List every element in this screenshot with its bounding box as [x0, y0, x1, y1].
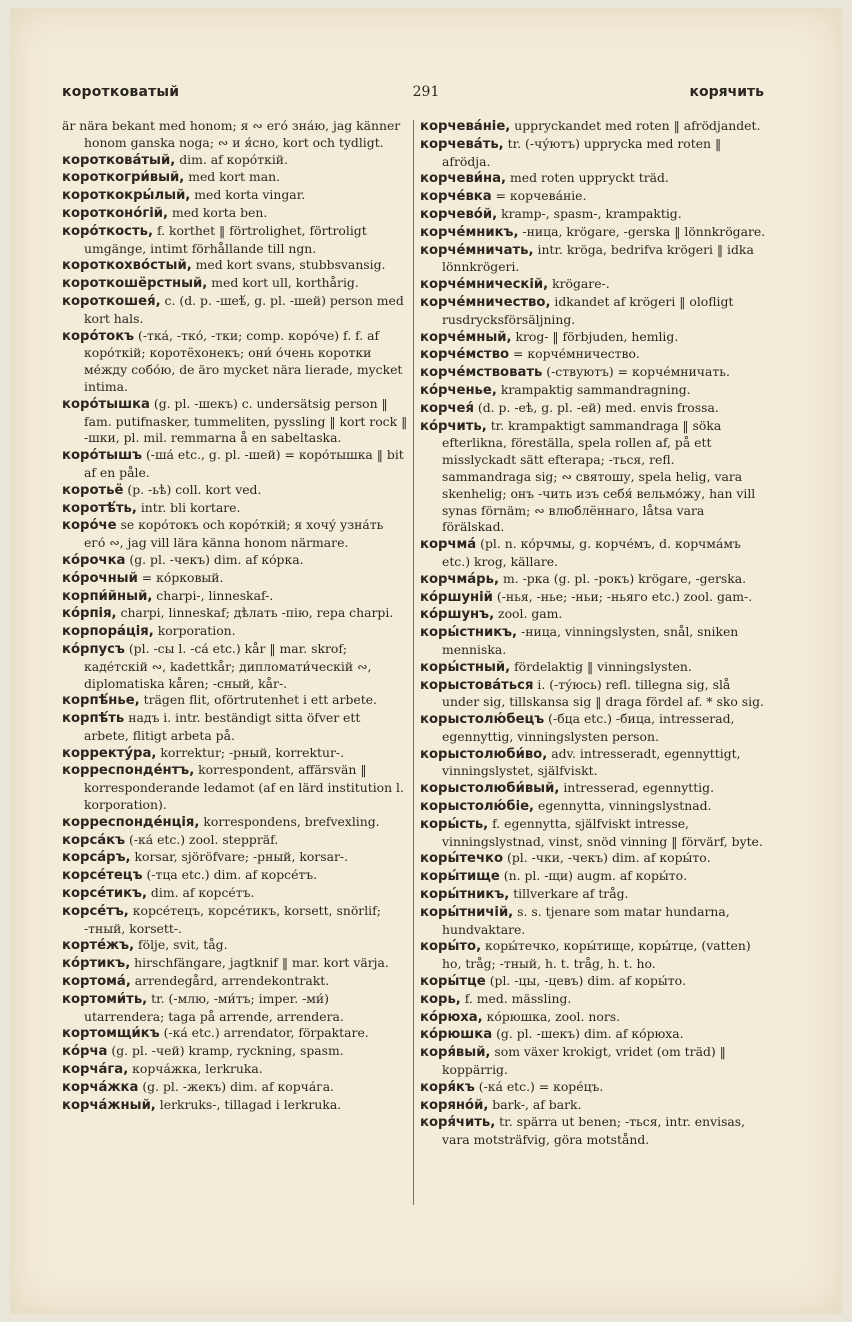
- entry-definition: (-нья, -нье; -ньи; -ньяго etc.) zool. gam-.: [496, 588, 753, 604]
- dictionary-entry: [420, 536, 766, 571]
- dictionary-entry: [420, 624, 766, 659]
- entry-definition: (-бца etc.) -бица, intresserad, egennyttig, vinningslysten person.: [442, 711, 735, 744]
- entry-definition: korrespondent, affärsvän ‖ korresponderande ledamot (af en lärd institution l. korporation).: [84, 762, 404, 813]
- dictionary-entry: [420, 746, 766, 781]
- dictionary-entry: [62, 152, 408, 170]
- entry-headword: кортома́,: [62, 974, 131, 990]
- entry-definition: (g. pl. -шекъ) dim. af ко́рюха.: [496, 1026, 684, 1042]
- entry-definition: c. (d. p. -шеѣ́, g. pl. -шей) person med kort hals.: [84, 292, 404, 326]
- entry-definition: (pl. n. ко́рчмы, g. корче́мъ, d. корчма́мъ etc.) krog, källare.: [442, 536, 741, 569]
- entry-headword: короткокры́лый,: [62, 188, 191, 204]
- entry-headword: коря́къ: [420, 1079, 475, 1095]
- entry-definition: se коро́токъ och коро́ткій; я хочу́ узна́ть его́ ∾, jag vill lära känna honom närmare.: [84, 517, 384, 551]
- entry-definition: (-ка́ etc.) = коре́цъ.: [478, 1078, 604, 1094]
- entry-definition: (-ствуютъ) = корче́мничать.: [546, 364, 730, 380]
- entry-definition: idkandet af krögeri ‖ olofligt rusdrycksförsäljning.: [442, 293, 734, 327]
- entry-definition: = корче́мничество.: [513, 346, 640, 362]
- dictionary-entry: [420, 1026, 766, 1044]
- dictionary-entry: [62, 849, 408, 867]
- dictionary-entry: [62, 991, 408, 1026]
- dictionary-entry: [62, 1079, 408, 1097]
- entry-headword: корчеви́на,: [420, 171, 507, 187]
- entry-definition: m. -рка (g. pl. -рокъ) krögare, -gerska.: [502, 570, 747, 586]
- entry-headword: коротьё: [62, 482, 124, 498]
- dictionary-entry: [62, 118, 408, 152]
- dictionary-entry: [62, 1061, 408, 1079]
- entry-headword: корчма́рь,: [420, 571, 499, 587]
- entry-definition: (g. pl. -шекъ) c. undersätsig person ‖ fam. putifnasker, tummeliten, pyssling ‖ kort rock ‖ -шки, pl. mil. remmarna å en sabeltaska.: [84, 395, 408, 446]
- dictionary-entry: [420, 294, 766, 329]
- entry-definition: коры́течко, коры́тище, коры́тце, (vatten) ho, tråg; -тный, h. t. tråg, h. t. ho.: [442, 938, 751, 972]
- page-number: 291: [412, 84, 440, 100]
- dictionary-entry: [62, 187, 408, 205]
- entry-headword: ко́рпусъ: [62, 641, 125, 657]
- entry-definition: arrendegård, arrendekontrakt.: [134, 973, 330, 989]
- dictionary-entry: [420, 418, 766, 537]
- entry-definition: bark-, af bark.: [492, 1096, 582, 1112]
- entry-headword: корче́мство: [420, 347, 510, 363]
- entry-headword: корчея́: [420, 400, 474, 416]
- entry-definition: -ница, vinningslysten, snål, sniken menniska.: [442, 624, 739, 657]
- entry-headword: корректу́ра,: [62, 745, 157, 761]
- dictionary-entry: [62, 710, 408, 745]
- entry-headword: ко́рюшка: [420, 1027, 493, 1043]
- entry-headword: корпѣ́нье,: [62, 693, 140, 709]
- entry-headword: корпора́ція,: [62, 624, 154, 640]
- entry-headword: ко́рча: [62, 1044, 108, 1060]
- entry-headword: коря́чить,: [420, 1115, 496, 1131]
- dictionary-entry: [420, 938, 766, 973]
- dictionary-entry: [420, 1009, 766, 1027]
- entry-definition: tr. (-чу́ютъ) uppryck​a med roten ‖ afrödja.: [442, 135, 722, 169]
- dictionary-entry: [420, 886, 766, 904]
- entry-headword: корчево́й,: [420, 206, 498, 222]
- dictionary-entry: [62, 937, 408, 955]
- entry-definition: tr. (-млю, -ми́тъ; imper. -ми́) utarrendera; taga på arrende, arrendera.: [84, 990, 344, 1024]
- entry-headword: короткошея́,: [62, 293, 161, 309]
- dictionary-entry: [420, 904, 766, 939]
- entry-definition: intr. bli kortare.: [140, 499, 241, 515]
- dictionary-entry: [420, 659, 766, 677]
- entry-definition: корсе́тецъ, корсе́тикъ, korsett, snörlif; -тный, korsett-.: [84, 902, 381, 936]
- entry-headword: коро́тышъ: [62, 448, 142, 464]
- entry-headword: коры́сть,: [420, 816, 489, 832]
- entry-definition: krögare-.: [552, 276, 610, 292]
- entry-definition: hirschfängare, jagtknif ‖ mar. kort värja.: [134, 955, 389, 971]
- dictionary-entry: [420, 382, 766, 400]
- entry-headword: корпи́йный,: [62, 588, 153, 604]
- entry-definition: i. (-ту́юсь) refl. tillegna sig, slå under sig, tillskansa sig ‖ draga fördel af. * sko sig.: [442, 676, 764, 710]
- entry-definition: uppryckandet med roten ‖ afrödjandet.: [514, 118, 761, 133]
- entry-definition: (-тца etc.) dim. af корсе́тъ.: [146, 867, 318, 883]
- entry-definition: krog- ‖ förbjuden, hemlig.: [515, 328, 679, 344]
- entry-definition: (p. -ьѣ) coll. kort ved.: [127, 481, 262, 497]
- entry-headword: корче́вка: [420, 189, 492, 205]
- entry-headword: коры́стникъ,: [420, 625, 518, 641]
- entry-headword: ко́рчить,: [420, 418, 487, 434]
- entry-definition: med kort man.: [188, 169, 281, 185]
- dictionary-entry: [420, 136, 766, 171]
- entry-headword: коро́тышка: [62, 396, 150, 412]
- dictionary-entry: [420, 606, 766, 624]
- entry-headword: коротконо́гій,: [62, 205, 168, 221]
- entry-definition: med korta ben.: [171, 204, 268, 220]
- entry-definition: tillverkare af tråg.: [513, 886, 629, 902]
- entry-headword: корче́мническій,: [420, 277, 549, 293]
- entry-headword: корпѣ́ть: [62, 711, 125, 727]
- entry-definition: (pl. -цы, -цевъ) dim. af коры́то.: [489, 973, 687, 989]
- entry-headword: ко́рочный: [62, 570, 138, 586]
- dictionary-entry: [420, 711, 766, 746]
- dictionary-entry: [420, 991, 766, 1009]
- dictionary-entry: [62, 885, 408, 903]
- entry-headword: корыстолю́біе,: [420, 799, 535, 815]
- dictionary-entry: [420, 1079, 766, 1097]
- dictionary-entry: [420, 364, 766, 382]
- entry-headword: коры́стный,: [420, 659, 511, 675]
- entry-headword: корыстолюби́во,: [420, 746, 548, 762]
- entry-headword: корь,: [420, 991, 461, 1007]
- dictionary-entry: [62, 588, 408, 606]
- entry-definition: krampaktig sammandragning.: [500, 381, 691, 397]
- entry-definition: med kort ull, korthårig.: [211, 275, 359, 291]
- entry-definition: som växer krokigt, vridet (om träd) ‖ koppärrig.: [442, 1044, 726, 1078]
- entry-definition: adv. intresseradt, egennyttigt, vinningslystet, själfviskt.: [442, 745, 741, 779]
- entry-headword: корыстолю́бецъ: [420, 712, 545, 728]
- entry-headword: корче́мничество,: [420, 294, 551, 310]
- dictionary-entry: [420, 206, 766, 224]
- dictionary-entry: [62, 1043, 408, 1061]
- entry-definition: f. med. mässling.: [464, 990, 572, 1006]
- entry-headword: корча́жный,: [62, 1097, 156, 1113]
- dictionary-entry: [420, 188, 766, 206]
- entry-headword: коры́течко: [420, 851, 504, 867]
- dictionary-entry: [62, 867, 408, 885]
- entry-headword: коры́тище: [420, 869, 500, 885]
- dictionary-entry: [62, 223, 408, 258]
- dictionary-entry: [62, 973, 408, 991]
- dictionary-entry: [62, 762, 408, 813]
- entry-definition: lerkruks-, tillagad i lerkruka.: [159, 1096, 342, 1112]
- dictionary-entry: [62, 500, 408, 518]
- dictionary-entry: [62, 955, 408, 973]
- entry-definition: korporation.: [157, 623, 236, 639]
- entry-headword: кортоми́ть,: [62, 991, 148, 1007]
- entry-headword: корте́жъ,: [62, 938, 135, 954]
- entry-headword: коро́че: [62, 518, 117, 534]
- entry-headword: корса́ръ,: [62, 850, 131, 866]
- dictionary-entry: [62, 903, 408, 938]
- entry-headword: корсе́тъ,: [62, 903, 129, 919]
- entry-definition: f. egennytta, själfviskt intresse, vinningslystnad, vinst, snöd vinning ‖ förvärf, byte.: [442, 815, 763, 849]
- right-column: [420, 118, 766, 1298]
- entry-definition: ко́рюшка, zool. nors.: [486, 1008, 621, 1024]
- entry-definition: charpi-, linneskaf-.: [156, 587, 274, 603]
- entry-headword: корча́жка: [62, 1079, 139, 1095]
- dictionary-entry: [62, 570, 408, 588]
- entry-definition: (g. pl. -чей) kramp, ryckning, spasm.: [111, 1043, 344, 1059]
- entry-headword: корче́мникъ,: [420, 224, 519, 240]
- entry-definition: (-ка́ etc.) zool. steppräf.: [128, 831, 279, 847]
- entry-headword: короткохво́стый,: [62, 258, 192, 274]
- entry-headword: ко́ршуній: [420, 589, 493, 605]
- entry-headword: ко́рочка: [62, 552, 126, 568]
- dictionary-entry: [420, 242, 766, 277]
- entry-definition: följe, svit, tåg.: [138, 937, 228, 953]
- entry-definition: (-ка́ etc.) arrendator, förpaktare.: [163, 1025, 369, 1041]
- entry-definition: (pl. -чки, -чекъ) dim. af коры́то.: [506, 850, 711, 866]
- dictionary-entry: [420, 276, 766, 294]
- dictionary-entry: [62, 692, 408, 710]
- entry-headword: корыстова́ться: [420, 677, 534, 693]
- entry-headword: коряно́й,: [420, 1097, 489, 1113]
- entry-definition: (d. p. -еѣ, g. pl. -ей) med. envis frossa.: [477, 399, 719, 415]
- entry-definition: trägen flit, oförtrutenhet i ett arbete.: [143, 692, 377, 708]
- entry-definition: charpi, linneskaf; дѣлать -пію, repa charpi.: [120, 605, 394, 621]
- dictionary-entry: [420, 571, 766, 589]
- dictionary-entry: [420, 816, 766, 851]
- dictionary-entry: [62, 447, 408, 482]
- entry-headword: корчма́: [420, 537, 477, 553]
- entry-headword: корреспонде́нція,: [62, 814, 200, 830]
- page-header: [10, 84, 842, 108]
- entry-definition: = ко́рковый.: [141, 569, 224, 585]
- entry-definition: tr. krampaktigt sammandraga ‖ söka efterlikna, föreställa, spela rollen af, på ett misslyckadt sätt efterapa; -ться, refl. sammandraga sig; ∾ святошу, spela helig, vara skenhelig; онъ -чить изъ себя́ вельмо́жу, han vill synas förnäm; ∾ влюблённаго, låtsa vara förälskad.: [442, 417, 756, 535]
- dictionary-entry: [62, 257, 408, 275]
- entry-definition: dim. af коро́ткій.: [179, 151, 288, 167]
- entry-headword: коро́ткость,: [62, 223, 153, 239]
- dictionary-entry: [420, 1097, 766, 1115]
- dictionary-entry: [420, 868, 766, 886]
- dictionary-entry: [420, 346, 766, 364]
- dictionary-entry: [62, 745, 408, 763]
- dictionary-entry: [420, 850, 766, 868]
- entry-headword: короткошёрстный,: [62, 276, 208, 292]
- entry-definition: med korta vingar.: [194, 187, 306, 203]
- dictionary-page: [10, 8, 842, 1314]
- entry-headword: короткогри́вый,: [62, 170, 185, 186]
- dictionary-entry: [62, 328, 408, 396]
- entry-headword: корче́мствовать: [420, 365, 543, 381]
- dictionary-entry: [420, 400, 766, 418]
- entry-definition: kramp-, spasm-, krampaktig.: [501, 205, 682, 221]
- entry-definition: f. korthet ‖ förtrolighet, förtroligt umgänge, intimt förhållande till ngn.: [84, 222, 367, 256]
- dictionary-entry: [62, 396, 408, 447]
- dictionary-entry: [420, 118, 766, 136]
- entry-headword: корсе́тецъ: [62, 868, 143, 884]
- entry-headword: корса́къ: [62, 832, 126, 848]
- entry-headword: коро́токъ: [62, 328, 135, 344]
- entry-headword: коры́тничій,: [420, 904, 514, 920]
- entry-definition: = корчева́ніе.: [495, 188, 587, 204]
- dictionary-entry: [62, 1025, 408, 1043]
- entry-definition: med roten uppryckt träd.: [510, 170, 669, 186]
- entry-headword: ко́рченье,: [420, 382, 497, 398]
- entry-headword: коры́тце: [420, 974, 486, 990]
- entry-definition: fördelaktig ‖ vinningslysten.: [514, 658, 692, 674]
- dictionary-entry: [420, 224, 766, 242]
- entry-headword: коротковáтый,: [62, 152, 176, 168]
- entry-definition: корча́жка, lerkruka.: [132, 1061, 263, 1077]
- dictionary-entry: [62, 169, 408, 187]
- entry-definition: (pl. -сы l. -са́ etc.) kår ‖ mar. skrof; каде́тскій ∾, kadettkår; дипломати́ческій ∾, diplomatiska kåren; -сный, kår-.: [84, 640, 372, 691]
- entry-headword: ко́рюха,: [420, 1009, 483, 1025]
- dictionary-entry: [62, 623, 408, 641]
- entry-definition: intresserad, egennyttig.: [563, 780, 715, 796]
- dictionary-entry: [420, 589, 766, 607]
- entry-headword: ко́рпія,: [62, 606, 117, 622]
- dictionary-entry: [62, 552, 408, 570]
- header-guide-word-left: коротковатый: [62, 84, 180, 100]
- entry-definition: (n. pl. -щи) augm. af коры́то.: [503, 868, 688, 884]
- entry-headword: корчева́ть,: [420, 136, 504, 152]
- dictionary-entry: [62, 482, 408, 500]
- dictionary-entry: [62, 605, 408, 623]
- dictionary-entry: [62, 1097, 408, 1115]
- left-column: [62, 118, 408, 1298]
- dictionary-entry: [420, 1114, 766, 1149]
- entry-definition: korrektur; -рный, korrektur-.: [160, 744, 345, 760]
- dictionary-entry: [420, 780, 766, 798]
- entry-definition: (-тка́, -тко́, -тки; comp. коро́че) f. f. af коро́ткій; коротёхонекъ; они́ о́чень коротки ме́жду собо́ю, de äro mycket nära lierade, mycket intima.: [84, 327, 403, 394]
- dictionary-entry: [62, 275, 408, 293]
- dictionary-entry: [62, 832, 408, 850]
- entry-definition: intr. kröga, bedrifva krögeri ‖ idka lönnkrögeri.: [442, 241, 754, 275]
- entry-headword: корче́мный,: [420, 329, 512, 345]
- entry-definition: med kort svans, stubbsvansig.: [195, 257, 386, 273]
- entry-headword: ко́ртикъ,: [62, 956, 131, 972]
- entry-definition: -ница, krögare, -gerska ‖ lönnkrögare.: [522, 223, 766, 239]
- dictionary-entry: [420, 1044, 766, 1079]
- entry-headword: корреспонде́нтъ,: [62, 763, 195, 779]
- entry-headword: коря́вый,: [420, 1045, 491, 1061]
- entry-definition: dim. af корсе́тъ.: [150, 885, 255, 901]
- entry-definition: zool. gam.: [498, 606, 563, 622]
- entry-headword: корсе́тикъ,: [62, 886, 147, 902]
- entry-headword: коры́тникъ,: [420, 887, 510, 903]
- entry-definition: korrespondens, brefvexling.: [203, 813, 380, 829]
- entry-definition: egennytta, vinningslystnad.: [538, 798, 712, 814]
- entry-headword: корча́га,: [62, 1062, 129, 1078]
- dictionary-entry: [62, 293, 408, 328]
- entry-headword: кортомщи́къ: [62, 1026, 160, 1042]
- entry-headword: корчева́ніе,: [420, 119, 511, 134]
- dictionary-entry: [62, 641, 408, 692]
- entry-headword: коры́то,: [420, 939, 482, 955]
- entry-definition: надъ i. intr. beständigt sitta öfver ett arbete, flitigt arbeta på.: [84, 710, 361, 743]
- entry-definition: (-ша́ etc., g. pl. -шей) = коро́тышка ‖ bit af en påle.: [84, 447, 404, 480]
- entry-definition: tr. spärra ut benen; -ться, intr. envisas, vara motsträfvig, göra motstånd.: [442, 1114, 746, 1148]
- dictionary-entry: [62, 517, 408, 552]
- entry-headword: корыстолюби́вый,: [420, 781, 560, 797]
- entry-headword: ко́ршунъ,: [420, 607, 495, 623]
- dictionary-entry: [420, 677, 766, 712]
- entry-definition: är nära bekant med honom; я ∾ его́ зна́ю, jag känner honom ganska noga; ∾ и я́сно, kort och tydligt.: [62, 118, 401, 150]
- header-guide-word-right: корячить: [689, 84, 764, 100]
- dictionary-entry: [420, 329, 766, 347]
- dictionary-entry: [420, 170, 766, 188]
- entry-headword: корче́мничать,: [420, 242, 534, 258]
- dictionary-entry: [62, 205, 408, 223]
- entry-definition: (g. pl. -жекъ) dim. af корча́га.: [142, 1078, 335, 1094]
- entry-headword: коротѣ́ть,: [62, 500, 137, 516]
- entry-definition: korsar, sjöröfvare; -рный, korsar-.: [134, 849, 349, 865]
- dictionary-entry: [62, 814, 408, 832]
- dictionary-entry: [420, 798, 766, 816]
- entry-definition: (g. pl. -чекъ) dim. af ко́рка.: [129, 551, 304, 567]
- entry-definition: s. s. tjenare som matar hundarna, hundvaktare.: [442, 903, 730, 937]
- column-divider: [413, 120, 414, 1205]
- dictionary-entry: [420, 973, 766, 991]
